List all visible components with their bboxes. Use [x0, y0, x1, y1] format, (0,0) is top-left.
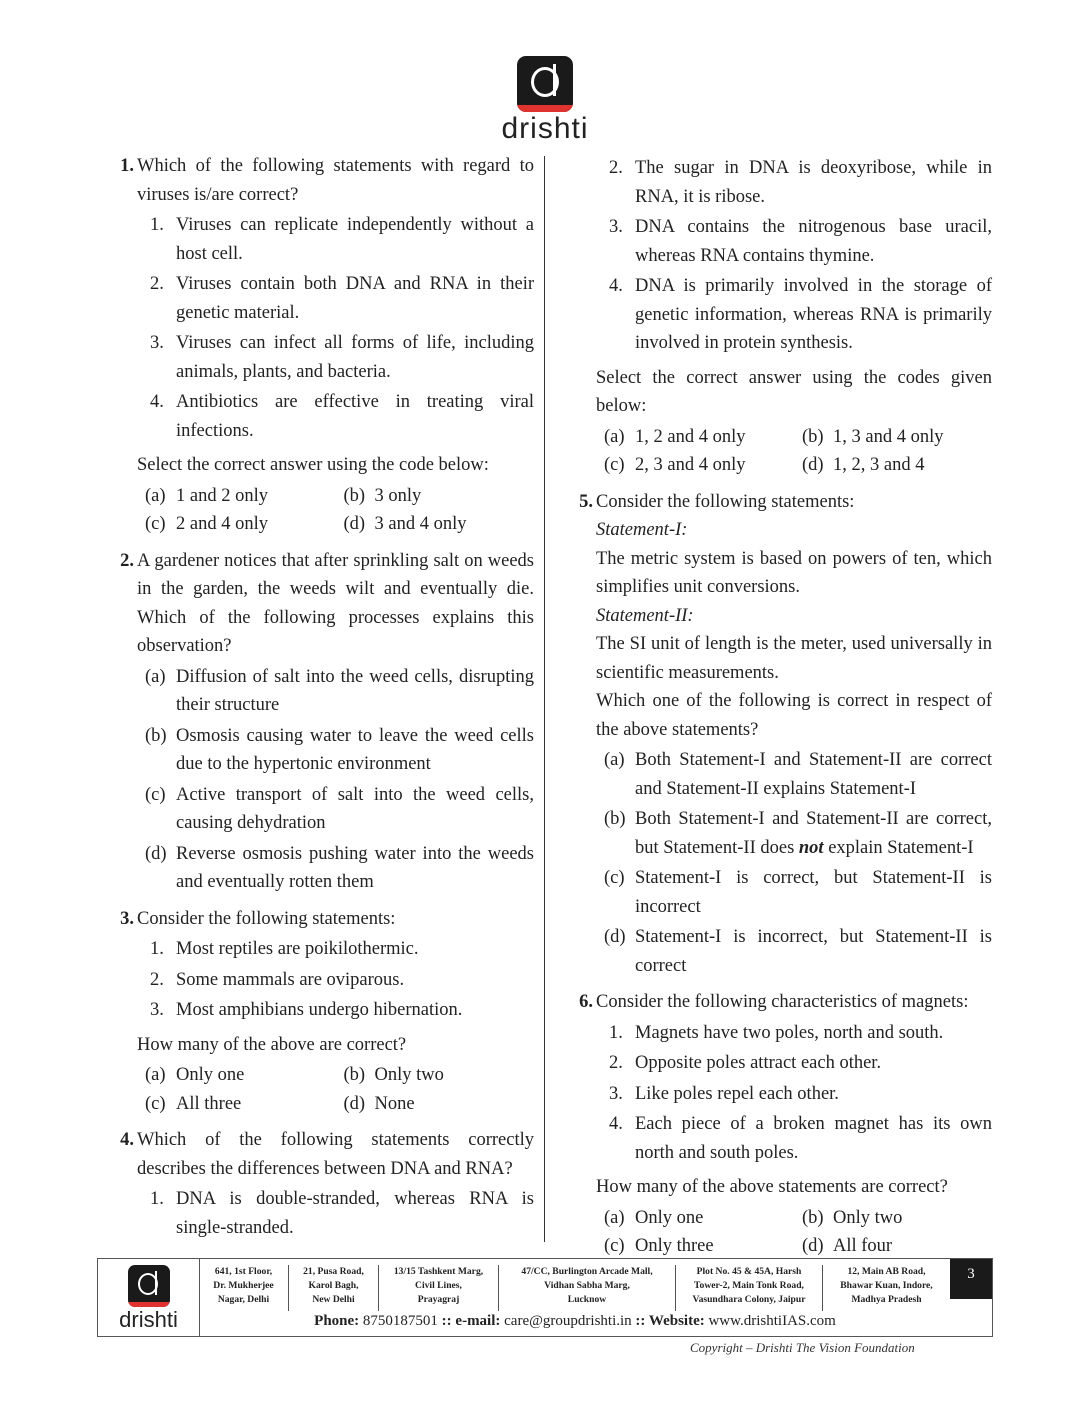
- option-a: (a) 1 and 2 only: [145, 485, 268, 506]
- statement-item: 1. Magnets have two poles, north and south.: [609, 1022, 944, 1043]
- email-address: care@groupdrishti.in: [504, 1313, 632, 1329]
- statement-2-label: Statement-II:: [596, 605, 694, 626]
- statement-item: 2. The sugar in DNA is deoxyribose, while in RNA, it is ribose.: [609, 158, 992, 207]
- answer-instruction: Which one of the following is correct in respect of the above statements?: [596, 691, 992, 740]
- statement-item: 3. Like poles repel each other.: [609, 1083, 839, 1104]
- question-text: Which of the following statements correctly describes the differences between DNA and RNA?: [137, 1130, 534, 1179]
- footer-brand: drishti: [119, 1307, 178, 1332]
- page-footer: [97, 1258, 993, 1337]
- copyright-notice: Copyright – Drishti The Vision Foundation: [690, 1340, 915, 1355]
- question-number: 4.: [120, 1130, 134, 1150]
- emphasis-not: not: [798, 837, 824, 858]
- statement-item: 2. Viruses contain both DNA and RNA in their genetic material.: [150, 274, 534, 323]
- drishti-logo-icon: [128, 1265, 170, 1307]
- option-a: (a) Both Statement-I and Statement-II are correct and Statement-II explains Statement-I: [604, 750, 992, 799]
- statement-item: 1. Most reptiles are poikilothermic.: [150, 939, 419, 959]
- phone-number: 8750187501: [362, 1313, 438, 1329]
- header-logo: [500, 56, 590, 144]
- option-c: (c) Statement-I is correct, but Statement-II is incorrect: [604, 868, 992, 917]
- statement-item: 3. Most amphibians undergo hibernation.: [150, 1000, 463, 1020]
- address-jaipur: Plot No. 45 & 45A, Harsh Tower-2, Main Tonk Road, Vasundhara Colony, Jaipur: [676, 1265, 823, 1311]
- question-number: 6.: [579, 992, 593, 1012]
- email-label: :: e-mail:: [441, 1313, 501, 1329]
- option-d: (d) Reverse osmosis pushing water into the weeds and eventually rotten them: [145, 843, 534, 892]
- question-4-continued: [567, 154, 992, 480]
- option-d: (d) 3 and 4 only: [343, 514, 467, 534]
- option-c: (c) All three: [145, 1093, 242, 1114]
- question-5: [567, 488, 992, 981]
- answer-options: [596, 423, 992, 480]
- option-b: (b) Osmosis causing water to leave the weed cells due to the hypertonic environment: [145, 725, 534, 774]
- question-text: A gardener notices that after sprinkling salt on weeds in the garden, the weeds wilt and eventually die. Which of the following processes explains this observation?: [137, 550, 534, 656]
- option-b: (b) 1, 3 and 4 only: [802, 426, 944, 447]
- option-b: (b) Both Statement-I and Statement-II are correct, but Statement-II does not explain Statement-I: [604, 809, 992, 858]
- question-3: [108, 905, 534, 1119]
- statement-item: 3. DNA contains the nitrogenous base uracil, whereas RNA contains thymine.: [609, 217, 992, 266]
- statement-1-text: The metric system is based on powers of ten, which simplifies unit conversions.: [596, 548, 992, 597]
- option-c: (c) 2 and 4 only: [145, 514, 268, 534]
- option-d: (d) 1, 2, 3 and 4: [802, 455, 925, 475]
- statement-2-text: The SI unit of length is the meter, used universally in scientific measurements.: [596, 634, 992, 683]
- option-b: (b) 3 only: [343, 485, 422, 506]
- left-column: [108, 152, 534, 1250]
- option-d: (d) Statement-I is incorrect, but Statement-II is correct: [604, 927, 992, 976]
- question-number: 2.: [120, 550, 134, 571]
- answer-options: [596, 1204, 992, 1261]
- question-text: Consider the following statements:: [137, 908, 396, 929]
- statement-item: 2. Some mammals are oviparous.: [150, 969, 405, 990]
- address-prayagraj: 13/15 Tashkent Marg, Civil Lines, Prayagraj: [379, 1265, 499, 1311]
- question-1: [108, 152, 534, 539]
- column-divider: [544, 156, 545, 1242]
- option-a: (a) Only one: [145, 1065, 245, 1085]
- answer-options: [137, 1061, 534, 1118]
- statement-item: 1. DNA is double-stranded, whereas RNA is single-stranded.: [150, 1189, 534, 1238]
- question-4: [108, 1126, 534, 1242]
- option-a: (a) Only one: [604, 1207, 704, 1228]
- question-text: Which of the following statements with regard to viruses is/are correct?: [137, 156, 534, 205]
- right-column: [567, 152, 992, 1269]
- statement-item: 4. Each piece of a broken magnet has its own north and south poles.: [609, 1114, 992, 1163]
- question-text: Consider the following statements:: [596, 491, 855, 512]
- option-a: (a) 1, 2 and 4 only: [604, 426, 746, 447]
- option-a: (a) Diffusion of salt into the weed cells, disrupting their structure: [145, 666, 534, 715]
- question-text: Consider the following characteristics of magnets:: [596, 992, 969, 1012]
- question-number: 3.: [120, 908, 134, 929]
- answer-instruction: How many of the above statements are correct?: [596, 1177, 948, 1197]
- option-b: (b) Only two: [802, 1207, 903, 1228]
- contact-line: [199, 1311, 951, 1331]
- option-d: (d) All four: [802, 1236, 893, 1256]
- answer-instruction: Select the correct answer using the codes given below:: [596, 367, 992, 416]
- question-number: 5.: [579, 491, 593, 512]
- answer-instruction: Select the correct answer using the code below:: [137, 455, 489, 475]
- question-number: 1.: [120, 156, 134, 176]
- option-b: (b) Only two: [343, 1065, 444, 1085]
- statement-item: 2. Opposite poles attract each other.: [609, 1053, 882, 1073]
- footer-logo: [98, 1259, 200, 1336]
- statement-1-label: Statement-I:: [596, 520, 688, 540]
- website-url: www.drishtiIAS.com: [708, 1313, 836, 1329]
- address-delhi-mukherjee: 641, 1st Floor, Dr. Mukherjee Nagar, Delhi: [199, 1265, 289, 1311]
- page-number: 3: [950, 1259, 992, 1299]
- statement-item: 4. DNA is primarily involved in the storage of genetic information, whereas RNA is primarily involved in protein synthesis.: [609, 276, 992, 353]
- statement-item: 1. Viruses can replicate independently without a host cell.: [150, 215, 534, 264]
- address-karol-bagh: 21, Pusa Road, Karol Bagh, New Delhi: [289, 1265, 379, 1311]
- website-label: :: Website:: [635, 1313, 705, 1329]
- answer-options: [137, 482, 534, 539]
- address-indore: 12, Main AB Road, Bhawar Kuan, Indore, Madhya Pradesh: [840, 1266, 933, 1305]
- statement-item: 3. Viruses can infect all forms of life, including animals, plants, and bacteria.: [150, 333, 534, 382]
- answer-instruction: How many of the above are correct?: [137, 1034, 407, 1055]
- option-d: (d) None: [343, 1093, 415, 1114]
- option-c: (c) 2, 3 and 4 only: [604, 455, 746, 475]
- header-brand: drishti: [501, 112, 589, 145]
- statement-item: 4. Antibiotics are effective in treating viral infections.: [150, 392, 534, 441]
- option-c: (c) Only three: [604, 1236, 714, 1256]
- drishti-logo-icon: [517, 56, 573, 112]
- question-6: [567, 988, 992, 1261]
- phone-label: Phone:: [314, 1313, 360, 1329]
- question-2: [108, 547, 534, 897]
- option-c: (c) Active transport of salt into the weed cells, causing dehydration: [145, 784, 534, 833]
- address-lucknow: 47/CC, Burlington Arcade Mall, Vidhan Sabha Marg, Lucknow: [499, 1265, 676, 1311]
